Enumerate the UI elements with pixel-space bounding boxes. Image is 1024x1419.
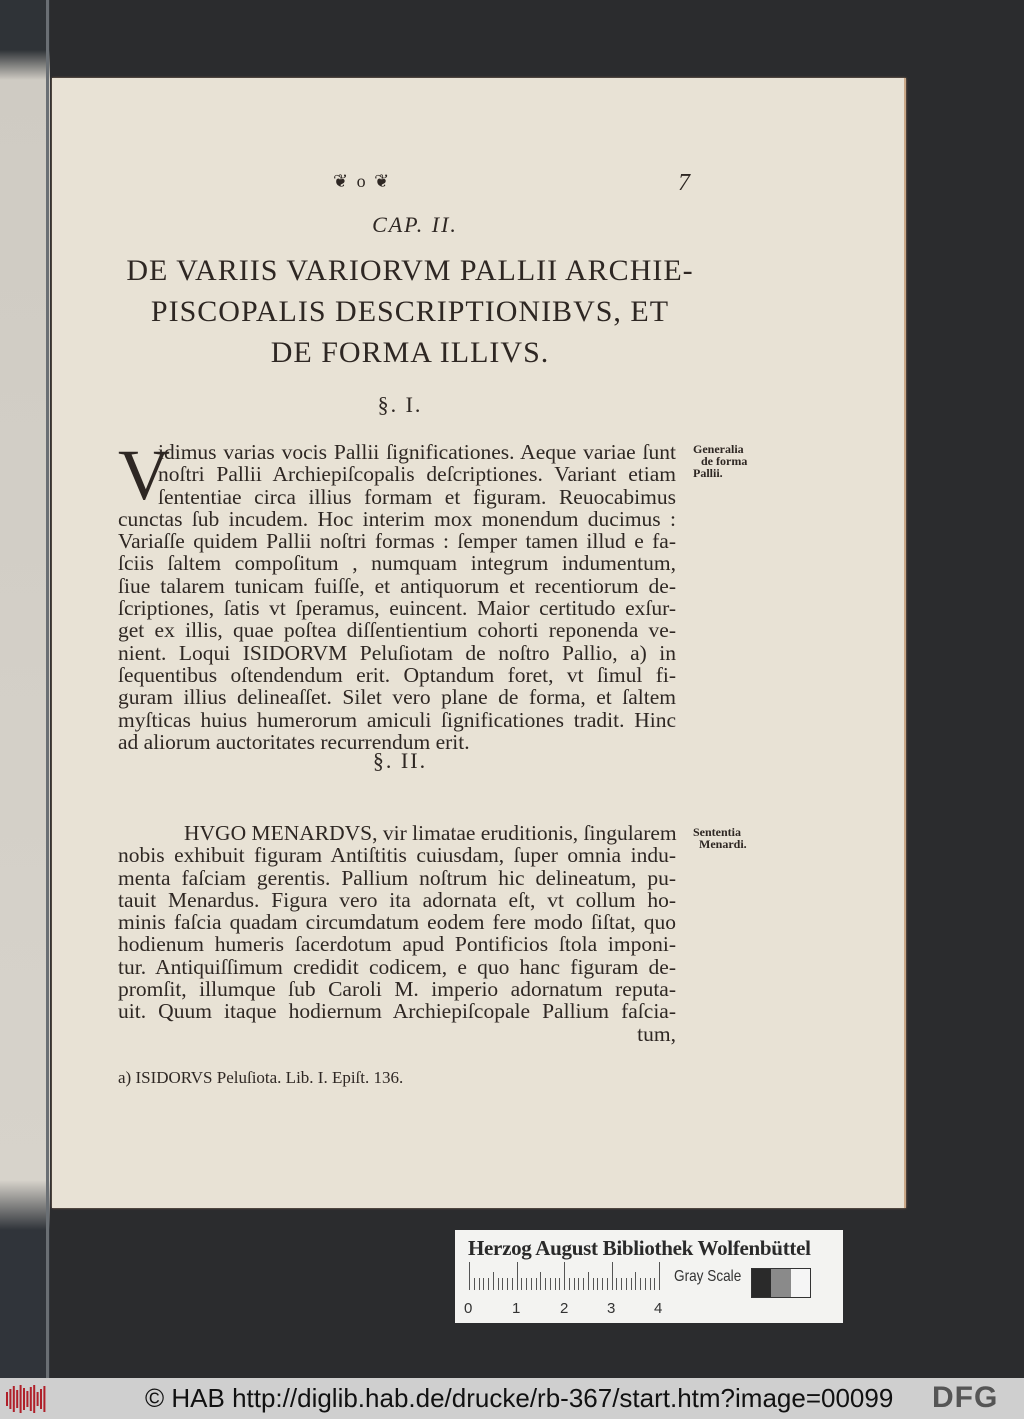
text-line: noſtri Pallii Archiepiſcopalis deſcriptiones. Variant etiam (158, 462, 676, 487)
text-line: get ex illis, quae poſtea diſſentientium cohorti reponenda ve- (118, 618, 676, 643)
library-name: Herzog August Bibliothek Wolfenbüttel (468, 1236, 811, 1260)
hab-logo-icon (4, 1384, 48, 1414)
ruler-label: 3 (607, 1300, 616, 1317)
ruler-tick (493, 1272, 494, 1290)
gray-swatch (771, 1269, 790, 1297)
ruler-tick (540, 1272, 541, 1290)
text-line: nient. Loqui ISIDORVM Peluſiotam de noſtro Pallio, a) in (118, 640, 676, 665)
ruler-tick (521, 1278, 522, 1290)
running-head-ornament: ❦ o ❦ (333, 171, 392, 191)
title-line: PISCOPALIS DESCRIPTIONIBVS, ET (150, 295, 670, 328)
text-line: ſiue talarem tunicam fuiſſe, et antiquorum et recentiorum de- (118, 573, 676, 598)
ruler-tick (607, 1278, 608, 1290)
title-line: DE VARIIS VARIORVM PALLII ARCHIE- (126, 254, 694, 287)
text-line: menta faſciam gerentis. Pallium noſtrum hic delineatum, pu- (118, 865, 676, 890)
ruler-tick (483, 1278, 484, 1290)
margin-note-2: Sententia Menardi. (693, 825, 747, 851)
catchword: tum, (637, 1021, 676, 1046)
ruler-tick (583, 1278, 584, 1290)
gray-scale-swatch (751, 1268, 811, 1298)
ruler-tick (588, 1272, 589, 1290)
ruler-tick (498, 1278, 499, 1290)
dfg-logo: DFG (932, 1381, 999, 1414)
ruler-tick (602, 1278, 603, 1290)
ruler-tick (616, 1278, 617, 1290)
ruler-tick (578, 1278, 579, 1290)
page-number: 7 (678, 170, 690, 196)
text-line: tur. Antiquiſſimum credidit codicem, e quo hanc figuram de- (118, 954, 676, 979)
ruler-tick (621, 1278, 622, 1290)
ruler-tick (479, 1278, 480, 1290)
section-heading-1: §. I. (377, 392, 423, 417)
ruler-tick (469, 1262, 470, 1290)
ruler-tick (517, 1262, 518, 1290)
ruler-tick (569, 1278, 570, 1290)
ruler-tick (507, 1278, 508, 1290)
text-line: myſticas huius humerorum amiculi ſignificationes tradit. Hinc (118, 707, 676, 732)
text-line: tauit Menardus. Figura vero ita adornata eſt, vt collum ho- (118, 887, 676, 912)
ruler-tick (488, 1278, 489, 1290)
ruler-label: 0 (464, 1300, 473, 1317)
ruler-tick (502, 1278, 503, 1290)
ruler-tick (559, 1278, 560, 1290)
ruler-tick (474, 1278, 475, 1290)
ruler-tick (512, 1278, 513, 1290)
text-line: ſcriptiones, ſatis vt ſperamus, euincent. Maior certitudo exſur- (118, 596, 676, 621)
section-1-text (118, 435, 676, 754)
ruler-tick (635, 1272, 636, 1290)
scale-card (455, 1230, 843, 1323)
text-line: Variaſſe quidem Pallii noſtri formas : ſemper tamen illud e fa- (118, 529, 676, 554)
text-line: HVGO MENARDVS, vir limatae eruditionis, ſingularem (184, 821, 677, 845)
margin-note-1: Generalia de forma Pallii. (693, 442, 748, 480)
ruler-label: 1 (512, 1300, 521, 1317)
ruler-tick (536, 1278, 537, 1290)
ruler-tick (564, 1262, 565, 1290)
text-line: uit. Quum itaque hodiernum Archiepiſcopale Pallium faſcia- (118, 999, 676, 1024)
chapter-label: CAP. II. (372, 212, 458, 237)
adjacent-page-edge (0, 0, 50, 1378)
chapter-title (100, 250, 720, 373)
text-line: idimus varias vocis Pallii ſignificationes. Aeque variae ſunt (158, 440, 676, 464)
ruler-tick (597, 1278, 598, 1290)
drop-cap: V (118, 435, 170, 515)
ruler-tick (645, 1278, 646, 1290)
text-line: promſit, illumque ſub Caroli M. imperio adornatum reputa- (118, 977, 676, 1002)
ruler-tick (555, 1278, 556, 1290)
section-heading-2: §. II. (372, 748, 428, 773)
text-line: cunctas ſub incudem. Hoc interim mox monendum ducimus : (118, 506, 676, 531)
copyright-url: © HAB http://diglib.hab.de/drucke/rb-367/start.htm?image=00099 (145, 1383, 894, 1413)
text-line: ſciis ſaltem compoſitum , numquam integrum indumentum, (118, 551, 676, 576)
ruler-tick (654, 1278, 655, 1290)
ruler-tick (631, 1278, 632, 1290)
ruler-tick (550, 1278, 551, 1290)
text-line: ſententiae circa illius formam et figuram. Reuocabimus (158, 484, 676, 509)
text-line: nobis exhibuit figuram Antiſtitis cuiusdam, ſuper omnia indu- (118, 843, 676, 868)
ruler-tick (626, 1278, 627, 1290)
gray-scale-label: Gray Scale (674, 1268, 742, 1285)
ruler-tick (593, 1278, 594, 1290)
title-line: DE FORMA ILLIVS. (270, 336, 550, 369)
ruler-tick (650, 1278, 651, 1290)
gray-swatch (791, 1269, 810, 1297)
footnote: a) ISIDORVS Peluſiota. Lib. I. Epiſt. 136. (118, 1068, 404, 1087)
footer-bar (0, 1378, 1024, 1419)
gray-swatch (752, 1269, 771, 1297)
text-line: hodienum humeris ſacerdotum apud Pontificios ſtola imponi- (118, 932, 676, 957)
ruler (469, 1266, 664, 1296)
ruler-tick (612, 1262, 613, 1290)
section-2-text (118, 822, 676, 1045)
ruler-tick (640, 1278, 641, 1290)
text-line: minis faſcia quadam circumdatum eodem fere modo ſiſtat, quo (118, 910, 676, 935)
ruler-tick (659, 1262, 660, 1290)
ruler-label: 4 (654, 1300, 663, 1317)
ruler-tick (526, 1278, 527, 1290)
ruler-tick (574, 1278, 575, 1290)
text-line: ſequentibus oſtendendum erit. Optandum foret, vt ſimul fi- (118, 662, 676, 687)
text-line: ad aliorum auctoritates recurrendum erit. (118, 729, 470, 754)
ruler-tick (531, 1278, 532, 1290)
ruler-label: 2 (560, 1300, 569, 1317)
text-line: guram illius delineaſſet. Silet vero plane de forma, et ſaltem (118, 685, 676, 710)
ruler-tick (545, 1278, 546, 1290)
